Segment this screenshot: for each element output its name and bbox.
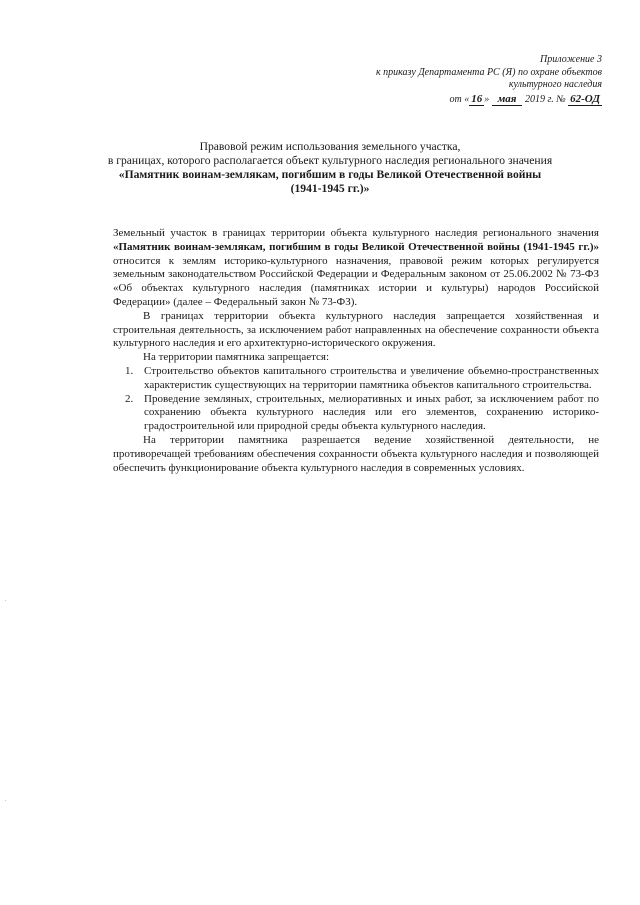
prohibited-list [113, 365, 599, 434]
handwritten-order-number: 62-ОД [570, 92, 600, 105]
date-prefix: от « [449, 93, 470, 105]
order-reference-continued: культурного наследия [508, 79, 602, 90]
list-item [113, 393, 599, 434]
order-date-line [302, 93, 602, 107]
list-item [113, 365, 599, 393]
paragraph-permitted-activity: На территории памятника разрешается ведение хозяйственной деятельности, не противоречащей требованиям обеспечения сохранности объекта культурного наследия и позволяющей обеспечить функционирование объекта культурного наследия в современных условиях. [113, 433, 599, 474]
date-year: 2019 г. № [524, 93, 566, 105]
paragraph-1-end: относится к землям историко-культурного назначения, правовой режим которых регулируется земельным законодательством Российской Федерации и Федеральным законом от 25.06.2002 № 73-ФЗ «Об объектах культурного наследия (памятниках истории и культуры) народов Российской Федерации» (далее – Федеральный закон № 73-ФЗ). [113, 254, 599, 308]
document-title [70, 140, 590, 196]
document-body [113, 227, 599, 475]
list-item-number: 1. [125, 364, 134, 377]
paragraph-prohibited-heading: На территории памятника запрещается: [143, 351, 330, 364]
handwritten-month: мая [492, 93, 523, 107]
handwritten-day: 16 [471, 92, 483, 105]
title-monument-years: (1941-1945 гг.)» [290, 182, 370, 195]
paragraph-land-plot [113, 227, 599, 310]
title-monument-name: «Памятник воинам-землякам, погибшим в годы Великой Отечественной войны [118, 168, 542, 181]
date-mid: » [484, 93, 490, 105]
title-line-1: Правовой режим использования земельного участка, [199, 140, 461, 153]
appendix-header [302, 54, 602, 106]
title-line-2: в границах, которого располагается объект культурного наследия регионального значения [107, 154, 553, 167]
list-item-text: Строительство объектов капитального строительства и увеличение объемно-пространственных характеристик существующих на территории памятника объектов капитального строительства. [144, 364, 599, 391]
list-item-text: Проведение земляных, строительных, мелиоративных и иных работ, за исключением работ по сохранению объекта культурного наследия или его элементов, сохранению историко-градостроительной или природной среды объекта культурного наследия. [144, 392, 599, 433]
paragraph-1-start: Земельный участок в границах территории объекта культурного наследия регионального значения [113, 227, 599, 239]
list-item-number: 2. [125, 392, 134, 405]
monument-name-bold: «Памятник воинам-землякам, погибшим в годы Великой Отечественной войны (1941-1945 гг.)» [113, 240, 599, 253]
appendix-number: Приложение 3 [540, 54, 602, 65]
paragraph-prohibition-zone: В границах территории объекта культурного наследия запрещается хозяйственная и строительная деятельность, за исключением работ направленных на обеспечение сохранности объекта культурного наследия и его архитектурно-исторического окружения. [113, 309, 599, 350]
scan-margin-mark [5, 800, 6, 801]
order-reference: к приказу Департамента РС (Я) по охране объектов [375, 66, 602, 78]
scan-margin-mark [5, 600, 6, 601]
